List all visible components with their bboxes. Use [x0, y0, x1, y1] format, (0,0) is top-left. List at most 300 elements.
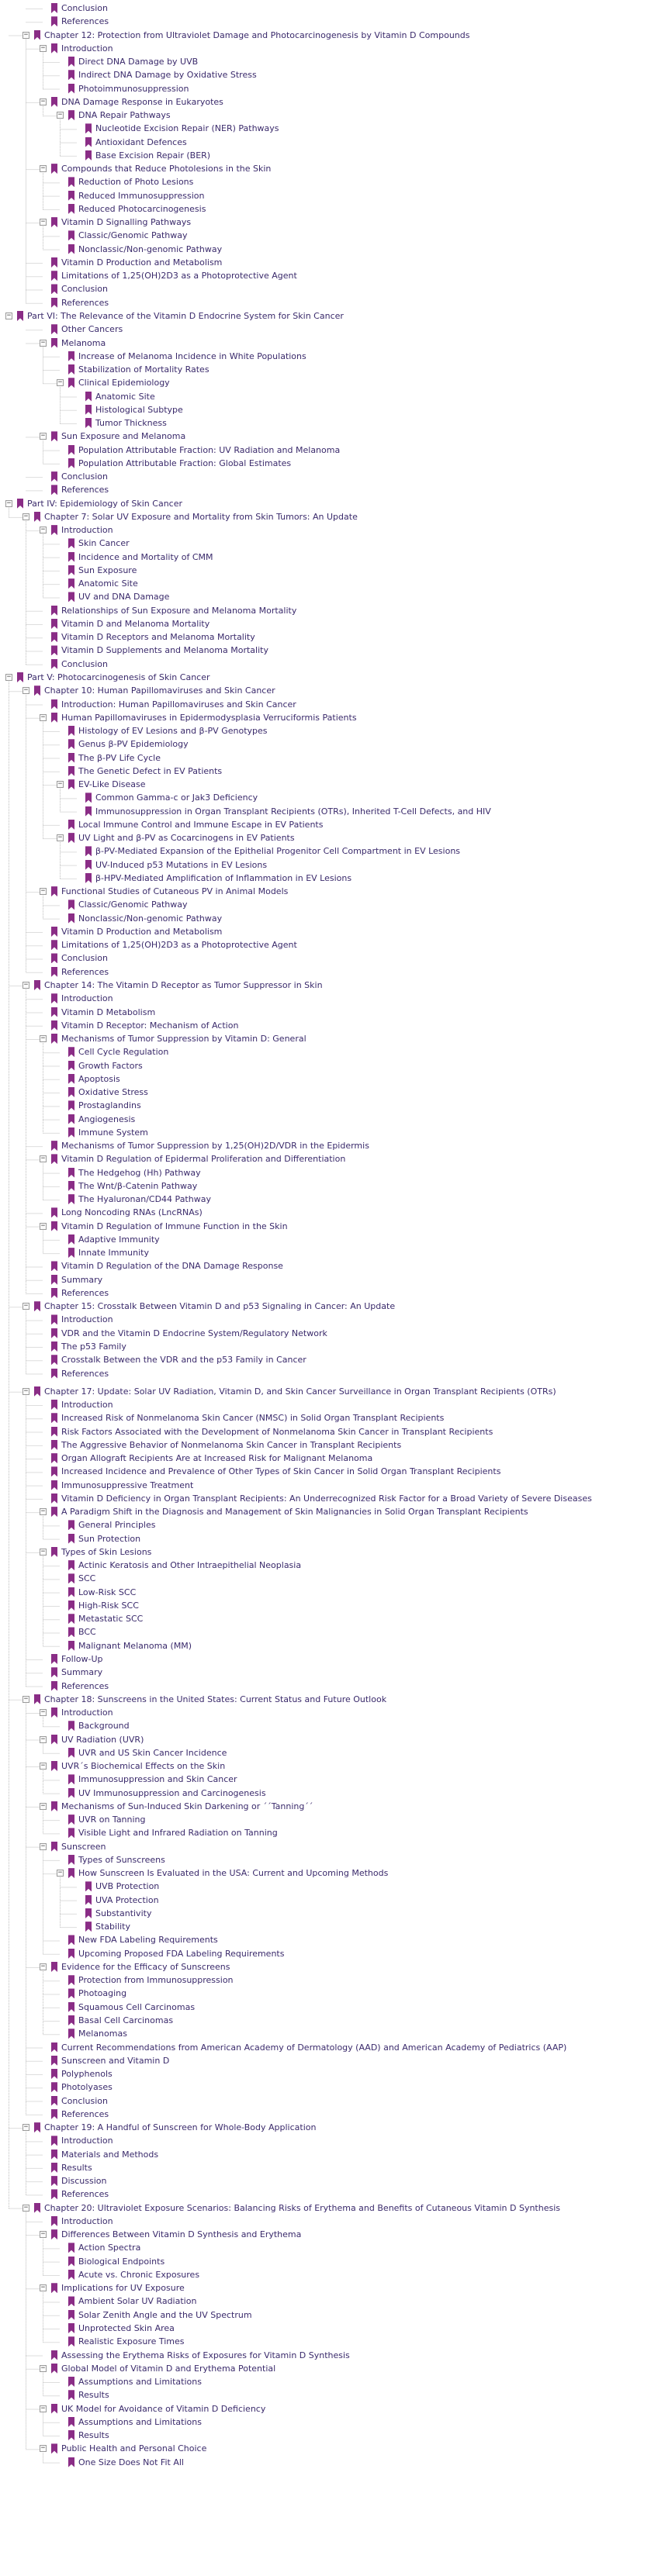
bookmark-item[interactable]: [0, 2322, 651, 2336]
bookmark-icon: [68, 2377, 74, 2387]
bookmark-icon: [51, 1034, 57, 1044]
bookmark-label: Increased Incidence and Prevalence of Other Types of Skin Cancer in Solid Organ Transplant Recipients: [61, 1466, 501, 1477]
bookmark-item[interactable]: [0, 2094, 651, 2108]
bookmark-item[interactable]: [0, 724, 651, 738]
bookmark-item[interactable]: [0, 269, 651, 283]
bookmark-item[interactable]: [0, 658, 651, 672]
bookmark-item[interactable]: [0, 430, 651, 444]
bookmark-item[interactable]: [0, 243, 651, 257]
collapse-toggle-icon[interactable]: −: [40, 1735, 46, 1743]
bookmark-item[interactable]: [0, 470, 651, 484]
bookmark-item[interactable]: [0, 1479, 651, 1493]
bookmark-item[interactable]: [0, 363, 651, 377]
bookmark-label: Biological Endpoints: [78, 2256, 165, 2267]
bookmark-icon: [51, 1547, 57, 1557]
bookmark-item[interactable]: [0, 818, 651, 832]
bookmark-item[interactable]: [0, 1385, 651, 1399]
collapse-toggle-icon[interactable]: −: [57, 378, 63, 387]
bookmark-label: Chapter 17: Update: Solar UV Radiation, Vitamin D, and Skin Cancer Surveillance in Organ Transplant Recipients (OTRs): [44, 1386, 556, 1397]
bookmark-item[interactable]: [0, 551, 651, 565]
bookmark-item[interactable]: [0, 1179, 651, 1193]
bookmark-label: Low-Risk SCC: [78, 1587, 137, 1597]
bookmark-icon: [68, 1788, 74, 1798]
bookmark-label: Differences Between Vitamin D Synthesis and Erythema: [61, 2229, 302, 2240]
bookmark-item[interactable]: [0, 323, 651, 337]
bookmark-item[interactable]: [0, 912, 651, 926]
bookmark-item[interactable]: [0, 296, 651, 310]
bookmark-item[interactable]: [0, 350, 651, 364]
bookmark-item[interactable]: [0, 1398, 651, 1412]
bookmark-item[interactable]: [0, 337, 651, 350]
bookmark-item[interactable]: [0, 1973, 651, 1987]
bookmark-item[interactable]: [0, 1139, 651, 1153]
bookmark-item[interactable]: [0, 2375, 651, 2389]
bookmark-item[interactable]: [0, 1612, 651, 1626]
bookmark-item[interactable]: [0, 537, 651, 551]
bookmark-item[interactable]: [0, 510, 651, 524]
bookmark-item[interactable]: [0, 42, 651, 56]
bookmark-item[interactable]: [0, 1233, 651, 1247]
bookmark-item[interactable]: [0, 979, 651, 993]
bookmark-item[interactable]: [0, 2121, 651, 2135]
bookmark-label: Risk Factors Associated with the Development of Nonmelanoma Skin Cancer in Transplant Recipients: [61, 1426, 493, 1437]
bookmark-item[interactable]: [0, 1853, 651, 1867]
bookmark-icon: [51, 2109, 57, 2119]
bookmark-item[interactable]: [0, 1353, 651, 1367]
bookmark-item[interactable]: [0, 1746, 651, 1760]
bookmark-item[interactable]: [0, 1680, 651, 1694]
bookmark-icon: [85, 846, 92, 856]
bookmark-item[interactable]: [0, 1286, 651, 1300]
bookmark-item[interactable]: [0, 1733, 651, 1747]
bookmark-item[interactable]: [0, 1894, 651, 1908]
bookmark-label: Growth Factors: [78, 1060, 143, 1071]
bookmark-icon: [51, 525, 57, 535]
bookmark-item[interactable]: [0, 523, 651, 537]
bookmark-icon: [68, 1168, 74, 1178]
bookmark-item[interactable]: [0, 1273, 651, 1287]
bookmark-label: Metastatic SCC: [78, 1614, 144, 1625]
bookmark-label: Prostaglandins: [78, 1100, 141, 1111]
bookmark-item[interactable]: [0, 644, 651, 658]
bookmark-item[interactable]: [0, 1152, 651, 1166]
bookmark-item[interactable]: [0, 55, 651, 69]
bookmark-item[interactable]: [0, 630, 651, 644]
bookmark-item[interactable]: [0, 1907, 651, 1921]
bookmark-item[interactable]: [0, 1367, 651, 1381]
bookmark-item[interactable]: [0, 765, 651, 779]
bookmark-item[interactable]: [0, 2188, 651, 2201]
bookmark-item[interactable]: [0, 309, 651, 323]
bookmark-item[interactable]: [0, 2308, 651, 2322]
collapse-toggle-icon[interactable]: −: [40, 2230, 46, 2239]
collapse-toggle-icon[interactable]: −: [40, 1221, 46, 1230]
bookmark-icon: [85, 418, 92, 428]
bookmark-icon: [51, 1735, 57, 1745]
bookmark-label: UV Radiation (UVR): [61, 1734, 144, 1745]
bookmark-item[interactable]: [0, 2388, 651, 2402]
bookmark-label: Mechanisms of Tumor Suppression by Vitamin D: General: [61, 1034, 306, 1045]
bookmark-item[interactable]: [0, 1452, 651, 1466]
bookmark-item[interactable]: [0, 1193, 651, 1207]
bookmark-item[interactable]: [0, 2268, 651, 2282]
bookmark-item[interactable]: [0, 1666, 651, 1680]
bookmark-item[interactable]: [0, 2148, 651, 2162]
bookmark-item[interactable]: [0, 2228, 651, 2242]
bookmark-item[interactable]: [0, 844, 651, 858]
bookmark-item[interactable]: [0, 1787, 651, 1801]
bookmark-item[interactable]: [0, 2067, 651, 2081]
collapse-toggle-icon[interactable]: −: [57, 1869, 63, 1877]
bookmark-item[interactable]: [0, 1220, 651, 1234]
bookmark-item[interactable]: [0, 1532, 651, 1546]
collapse-toggle-icon[interactable]: −: [40, 1507, 46, 1516]
bookmark-label: Direct DNA Damage by UVB: [78, 57, 199, 67]
bookmark-label: Introduction: [61, 1400, 113, 1411]
collapse-toggle-icon[interactable]: −: [6, 499, 12, 507]
bookmark-item[interactable]: [0, 1072, 651, 1086]
collapse-toggle-icon[interactable]: −: [6, 311, 12, 319]
collapse-toggle-icon[interactable]: −: [40, 97, 46, 105]
bookmark-item[interactable]: [0, 416, 651, 430]
collapse-toggle-icon[interactable]: −: [40, 2284, 46, 2292]
bookmark-item[interactable]: [0, 1438, 651, 1452]
collapse-toggle-icon[interactable]: −: [40, 338, 46, 347]
bookmark-item[interactable]: [0, 483, 651, 497]
bookmark-item[interactable]: [0, 2349, 651, 2363]
bookmark-item[interactable]: [0, 684, 651, 698]
collapse-toggle-icon[interactable]: −: [40, 526, 46, 534]
bookmark-item[interactable]: [0, 1166, 651, 1180]
bookmark-item[interactable]: [0, 95, 651, 109]
bookmark-item[interactable]: [0, 1045, 651, 1059]
bookmark-item[interactable]: [0, 2027, 651, 2041]
bookmark-item[interactable]: [0, 858, 651, 872]
bookmark-item[interactable]: [0, 751, 651, 765]
collapse-toggle-icon[interactable]: −: [23, 2203, 29, 2212]
bookmark-item[interactable]: [0, 2108, 651, 2122]
bookmark-icon: [51, 967, 57, 977]
collapse-toggle-icon[interactable]: −: [23, 1386, 29, 1395]
bookmark-item[interactable]: [0, 1987, 651, 2001]
bookmark-item[interactable]: [0, 1773, 651, 1787]
bookmark-icon: [68, 364, 74, 375]
bookmark-item[interactable]: [0, 216, 651, 230]
bookmark-icon: [68, 1868, 74, 1878]
bookmark-label: Human Papillomaviruses in Epidermodysplasia Verruciformis Patients: [61, 712, 357, 723]
bookmark-label: UV-Induced p53 Mutations in EV Lesions: [95, 859, 268, 870]
bookmark-item[interactable]: [0, 457, 651, 471]
bookmark-item[interactable]: [0, 149, 651, 163]
bookmark-item[interactable]: [0, 2281, 651, 2295]
bookmark-item[interactable]: [0, 162, 651, 176]
bookmark-icon: [51, 2229, 57, 2239]
bookmark-item[interactable]: [0, 1813, 651, 1827]
bookmark-icon: [68, 1047, 74, 1057]
collapse-toggle-icon[interactable]: −: [23, 1694, 29, 1703]
bookmark-item[interactable]: [0, 872, 651, 886]
bookmark-icon: [51, 2163, 57, 2173]
bookmark-label: The Hyaluronan/CD44 Pathway: [78, 1194, 211, 1205]
bookmark-item[interactable]: [0, 189, 651, 203]
bookmark-item[interactable]: [0, 175, 651, 189]
bookmark-item[interactable]: [0, 2080, 651, 2094]
bookmark-item[interactable]: [0, 1518, 651, 1532]
bookmark-item[interactable]: [0, 1933, 651, 1947]
bookmark-icon: [51, 713, 57, 723]
bookmark-item[interactable]: [0, 229, 651, 243]
bookmark-icon: [51, 1480, 57, 1490]
bookmark-item[interactable]: [0, 951, 651, 965]
bookmark-item[interactable]: [0, 1719, 651, 1733]
bookmark-item[interactable]: [0, 1800, 651, 1814]
bookmark-item[interactable]: [0, 564, 651, 578]
bookmark-item[interactable]: [0, 1759, 651, 1773]
bookmark-icon: [51, 164, 57, 174]
bookmark-item[interactable]: [0, 1340, 651, 1354]
bookmark-label: Assumptions and Limitations: [78, 2377, 202, 2388]
bookmark-item[interactable]: [0, 1032, 651, 1046]
bookmark-item[interactable]: [0, 2295, 651, 2308]
bookmark-icon: [51, 2150, 57, 2160]
bookmark-item[interactable]: [0, 1652, 651, 1666]
bookmark-icon: [51, 1342, 57, 1352]
collapse-toggle-icon[interactable]: −: [57, 834, 63, 842]
bookmark-label: Sun Protection: [78, 1533, 141, 1544]
bookmark-item[interactable]: [0, 604, 651, 618]
bookmark-icon: [68, 1855, 74, 1865]
bookmark-label: Basal Cell Carcinomas: [78, 2015, 174, 2025]
collapse-toggle-icon[interactable]: −: [40, 1842, 46, 1850]
bookmark-item[interactable]: [0, 1300, 651, 1314]
collapse-toggle-icon[interactable]: −: [40, 1801, 46, 1810]
bookmark-icon: [68, 204, 74, 214]
bookmark-item[interactable]: [0, 737, 651, 751]
bookmark-item[interactable]: [0, 2335, 651, 2349]
bookmark-item[interactable]: [0, 925, 651, 939]
bookmark-item[interactable]: [0, 2429, 651, 2443]
bookmark-label: Population Attributable Fraction: Global Estimates: [78, 458, 292, 468]
bookmark-item[interactable]: [0, 938, 651, 952]
bookmark-label: Organ Allograft Recipients Are at Increased Risk for Malignant Melanoma: [61, 1453, 373, 1464]
bookmark-item[interactable]: [0, 2054, 651, 2068]
bookmark-item[interactable]: [0, 1545, 651, 1559]
bookmark-item[interactable]: [0, 2201, 651, 2215]
collapse-toggle-icon[interactable]: −: [40, 1762, 46, 1770]
bookmark-label: Chapter 12: Protection from Ultraviolet Damage and Photocarcinogenesis by Vitamin D Compounds: [44, 29, 470, 40]
collapse-toggle-icon[interactable]: −: [23, 512, 29, 520]
bookmark-item[interactable]: [0, 577, 651, 591]
bookmark-item[interactable]: [0, 2415, 651, 2429]
bookmark-label: UVR and US Skin Cancer Incidence: [78, 1747, 227, 1758]
bookmark-item[interactable]: [0, 1920, 651, 1934]
bookmark-item[interactable]: [0, 1259, 651, 1273]
collapse-toggle-icon[interactable]: −: [40, 1547, 46, 1556]
collapse-toggle-icon[interactable]: −: [40, 432, 46, 440]
bookmark-label: Local Immune Control and Immune Escape in EV Patients: [78, 819, 324, 830]
bookmark-item[interactable]: [0, 2442, 651, 2456]
collapse-toggle-icon[interactable]: −: [57, 780, 63, 789]
collapse-toggle-icon[interactable]: −: [23, 1302, 29, 1310]
bookmark-label: Follow-Up: [61, 1653, 103, 1664]
bookmark-item[interactable]: [0, 1425, 651, 1439]
bookmark-label: The Wnt/β-Catenin Pathway: [78, 1180, 198, 1191]
bookmark-item[interactable]: [0, 29, 651, 43]
bookmark-item[interactable]: [0, 1559, 651, 1573]
bookmark-item[interactable]: [0, 1960, 651, 1974]
bookmark-item[interactable]: [0, 444, 651, 458]
bookmark-icon: [34, 1694, 40, 1704]
bookmark-icon: [51, 1427, 57, 1437]
bookmark-item[interactable]: [0, 68, 651, 82]
bookmark-item[interactable]: [0, 1411, 651, 1425]
bookmark-item[interactable]: [0, 1327, 651, 1341]
collapse-toggle-icon[interactable]: −: [23, 980, 29, 989]
collapse-toggle-icon[interactable]: −: [40, 2444, 46, 2453]
bookmark-icon: [51, 43, 57, 54]
bookmark-label: Substantivity: [95, 1908, 152, 1918]
bookmark-item[interactable]: [0, 965, 651, 979]
bookmark-item[interactable]: [0, 390, 651, 404]
bookmark-item[interactable]: [0, 1693, 651, 1707]
bookmark-item[interactable]: [0, 1840, 651, 1854]
collapse-toggle-icon[interactable]: −: [40, 887, 46, 896]
bookmark-item[interactable]: [0, 1465, 651, 1479]
bookmark-label: Nonclassic/Non-genomic Pathway: [78, 913, 223, 924]
collapse-toggle-icon[interactable]: −: [40, 1155, 46, 1163]
bookmark-item[interactable]: [0, 1313, 651, 1327]
bookmark-item[interactable]: [0, 2001, 651, 2015]
bookmark-label: Introduction: [61, 993, 113, 1004]
bookmark-label: Polyphenols: [61, 2069, 113, 2080]
bookmark-icon: [68, 1601, 74, 1611]
collapse-toggle-icon[interactable]: −: [40, 43, 46, 52]
bookmark-label: Limitations of 1,25(OH)2D3 as a Photoprotective Agent: [61, 940, 297, 951]
bookmark-item[interactable]: [0, 2014, 651, 2028]
collapse-toggle-icon[interactable]: −: [23, 30, 29, 39]
bookmark-label: Conclusion: [61, 284, 108, 295]
bookmark-item[interactable]: [0, 403, 651, 417]
bookmark-label: Vitamin D Receptors and Melanoma Mortality: [61, 632, 255, 643]
bookmark-item[interactable]: [0, 885, 651, 899]
bookmark-item[interactable]: [0, 1206, 651, 1220]
bookmark-label: References: [61, 1287, 109, 1298]
bookmark-item[interactable]: [0, 2215, 651, 2229]
collapse-toggle-icon[interactable]: −: [23, 686, 29, 695]
bookmark-item[interactable]: [0, 778, 651, 792]
bookmark-item[interactable]: [0, 122, 651, 136]
bookmark-icon: [51, 2350, 57, 2360]
bookmark-item[interactable]: [0, 711, 651, 725]
bookmark-label: Vitamin D Regulation of Epidermal Proliferation and Differentiation: [61, 1154, 346, 1165]
bookmark-item[interactable]: [0, 590, 651, 604]
bookmark-item[interactable]: [0, 1099, 651, 1113]
bookmark-item[interactable]: [0, 1586, 651, 1600]
bookmark-item[interactable]: [0, 202, 651, 216]
collapse-toggle-icon[interactable]: −: [23, 2123, 29, 2132]
collapse-toggle-icon[interactable]: −: [40, 1034, 46, 1043]
bookmark-label: Upcoming Proposed FDA Labeling Requirements: [78, 1948, 285, 1959]
bookmark-item[interactable]: [0, 1505, 651, 1519]
bookmark-item[interactable]: [0, 1625, 651, 1639]
bookmark-item[interactable]: [0, 698, 651, 712]
collapse-toggle-icon[interactable]: −: [40, 2364, 46, 2372]
collapse-toggle-icon[interactable]: −: [40, 713, 46, 721]
bookmark-item[interactable]: [0, 617, 651, 631]
bookmark-item[interactable]: [0, 2041, 651, 2055]
bookmark-item[interactable]: [0, 256, 651, 270]
bookmark-icon: [51, 645, 57, 655]
bookmark-item[interactable]: [0, 1639, 651, 1653]
bookmark-item[interactable]: [0, 497, 651, 511]
bookmark-label: Mechanisms of Tumor Suppression by 1,25(OH)2D/VDR in the Epidermis: [61, 1141, 369, 1152]
bookmark-item[interactable]: [0, 805, 651, 819]
bookmark-item[interactable]: [0, 1086, 651, 1100]
bookmark-label: Vitamin D Production and Metabolism: [61, 257, 223, 268]
bookmark-item[interactable]: [0, 992, 651, 1006]
bookmark-item[interactable]: [0, 2, 651, 16]
bookmark-item[interactable]: [0, 1006, 651, 1020]
bookmark-item[interactable]: [0, 1113, 651, 1127]
bookmark-item[interactable]: [0, 2362, 651, 2376]
bookmark-label: Visible Light and Infrared Radiation on Tanning: [78, 1828, 278, 1839]
bookmark-item[interactable]: [0, 1572, 651, 1586]
bookmark-item[interactable]: [0, 2456, 651, 2470]
collapse-toggle-icon[interactable]: −: [6, 673, 12, 681]
bookmark-item[interactable]: [0, 1059, 651, 1073]
bookmark-item[interactable]: [0, 791, 651, 805]
bookmark-item[interactable]: [0, 898, 651, 912]
bookmark-label: EV-Like Disease: [78, 779, 146, 790]
bookmark-item[interactable]: [0, 376, 651, 390]
collapse-toggle-icon[interactable]: −: [40, 2404, 46, 2412]
bookmark-item[interactable]: [0, 1492, 651, 1506]
bookmark-item[interactable]: [0, 2174, 651, 2188]
bookmark-item[interactable]: [0, 282, 651, 296]
bookmark-item[interactable]: [0, 2134, 651, 2148]
bookmark-icon: [68, 1641, 74, 1651]
collapse-toggle-icon[interactable]: −: [40, 1708, 46, 1717]
bookmark-item[interactable]: [0, 15, 651, 29]
bookmark-item[interactable]: [0, 109, 651, 123]
bookmark-item[interactable]: [0, 1126, 651, 1140]
bookmark-item[interactable]: [0, 2402, 651, 2416]
bookmark-item[interactable]: [0, 1246, 651, 1260]
collapse-toggle-icon[interactable]: −: [40, 218, 46, 226]
bookmark-icon: [85, 873, 92, 883]
bookmark-item[interactable]: [0, 1019, 651, 1033]
bookmark-item[interactable]: [0, 1866, 651, 1880]
bookmark-item[interactable]: [0, 671, 651, 685]
bookmark-item[interactable]: [0, 2161, 651, 2175]
bookmark-item[interactable]: [0, 831, 651, 845]
bookmark-item[interactable]: [0, 82, 651, 96]
bookmark-item[interactable]: [0, 1826, 651, 1840]
bookmark-item[interactable]: [0, 1947, 651, 1961]
collapse-toggle-icon[interactable]: −: [40, 164, 46, 173]
bookmark-item[interactable]: [0, 2241, 651, 2255]
bookmark-item[interactable]: [0, 136, 651, 150]
collapse-toggle-icon[interactable]: −: [57, 111, 63, 119]
collapse-toggle-icon[interactable]: −: [40, 1962, 46, 1970]
bookmark-label: How Sunscreen Is Evaluated in the USA: Current and Upcoming Methods: [78, 1868, 389, 1879]
bookmark-item[interactable]: [0, 1880, 651, 1894]
bookmark-item[interactable]: [0, 2255, 651, 2269]
bookmark-icon: [51, 632, 57, 642]
bookmark-icon: [68, 1815, 74, 1825]
bookmark-item[interactable]: [0, 1599, 651, 1613]
bookmark-item[interactable]: [0, 1706, 651, 1720]
